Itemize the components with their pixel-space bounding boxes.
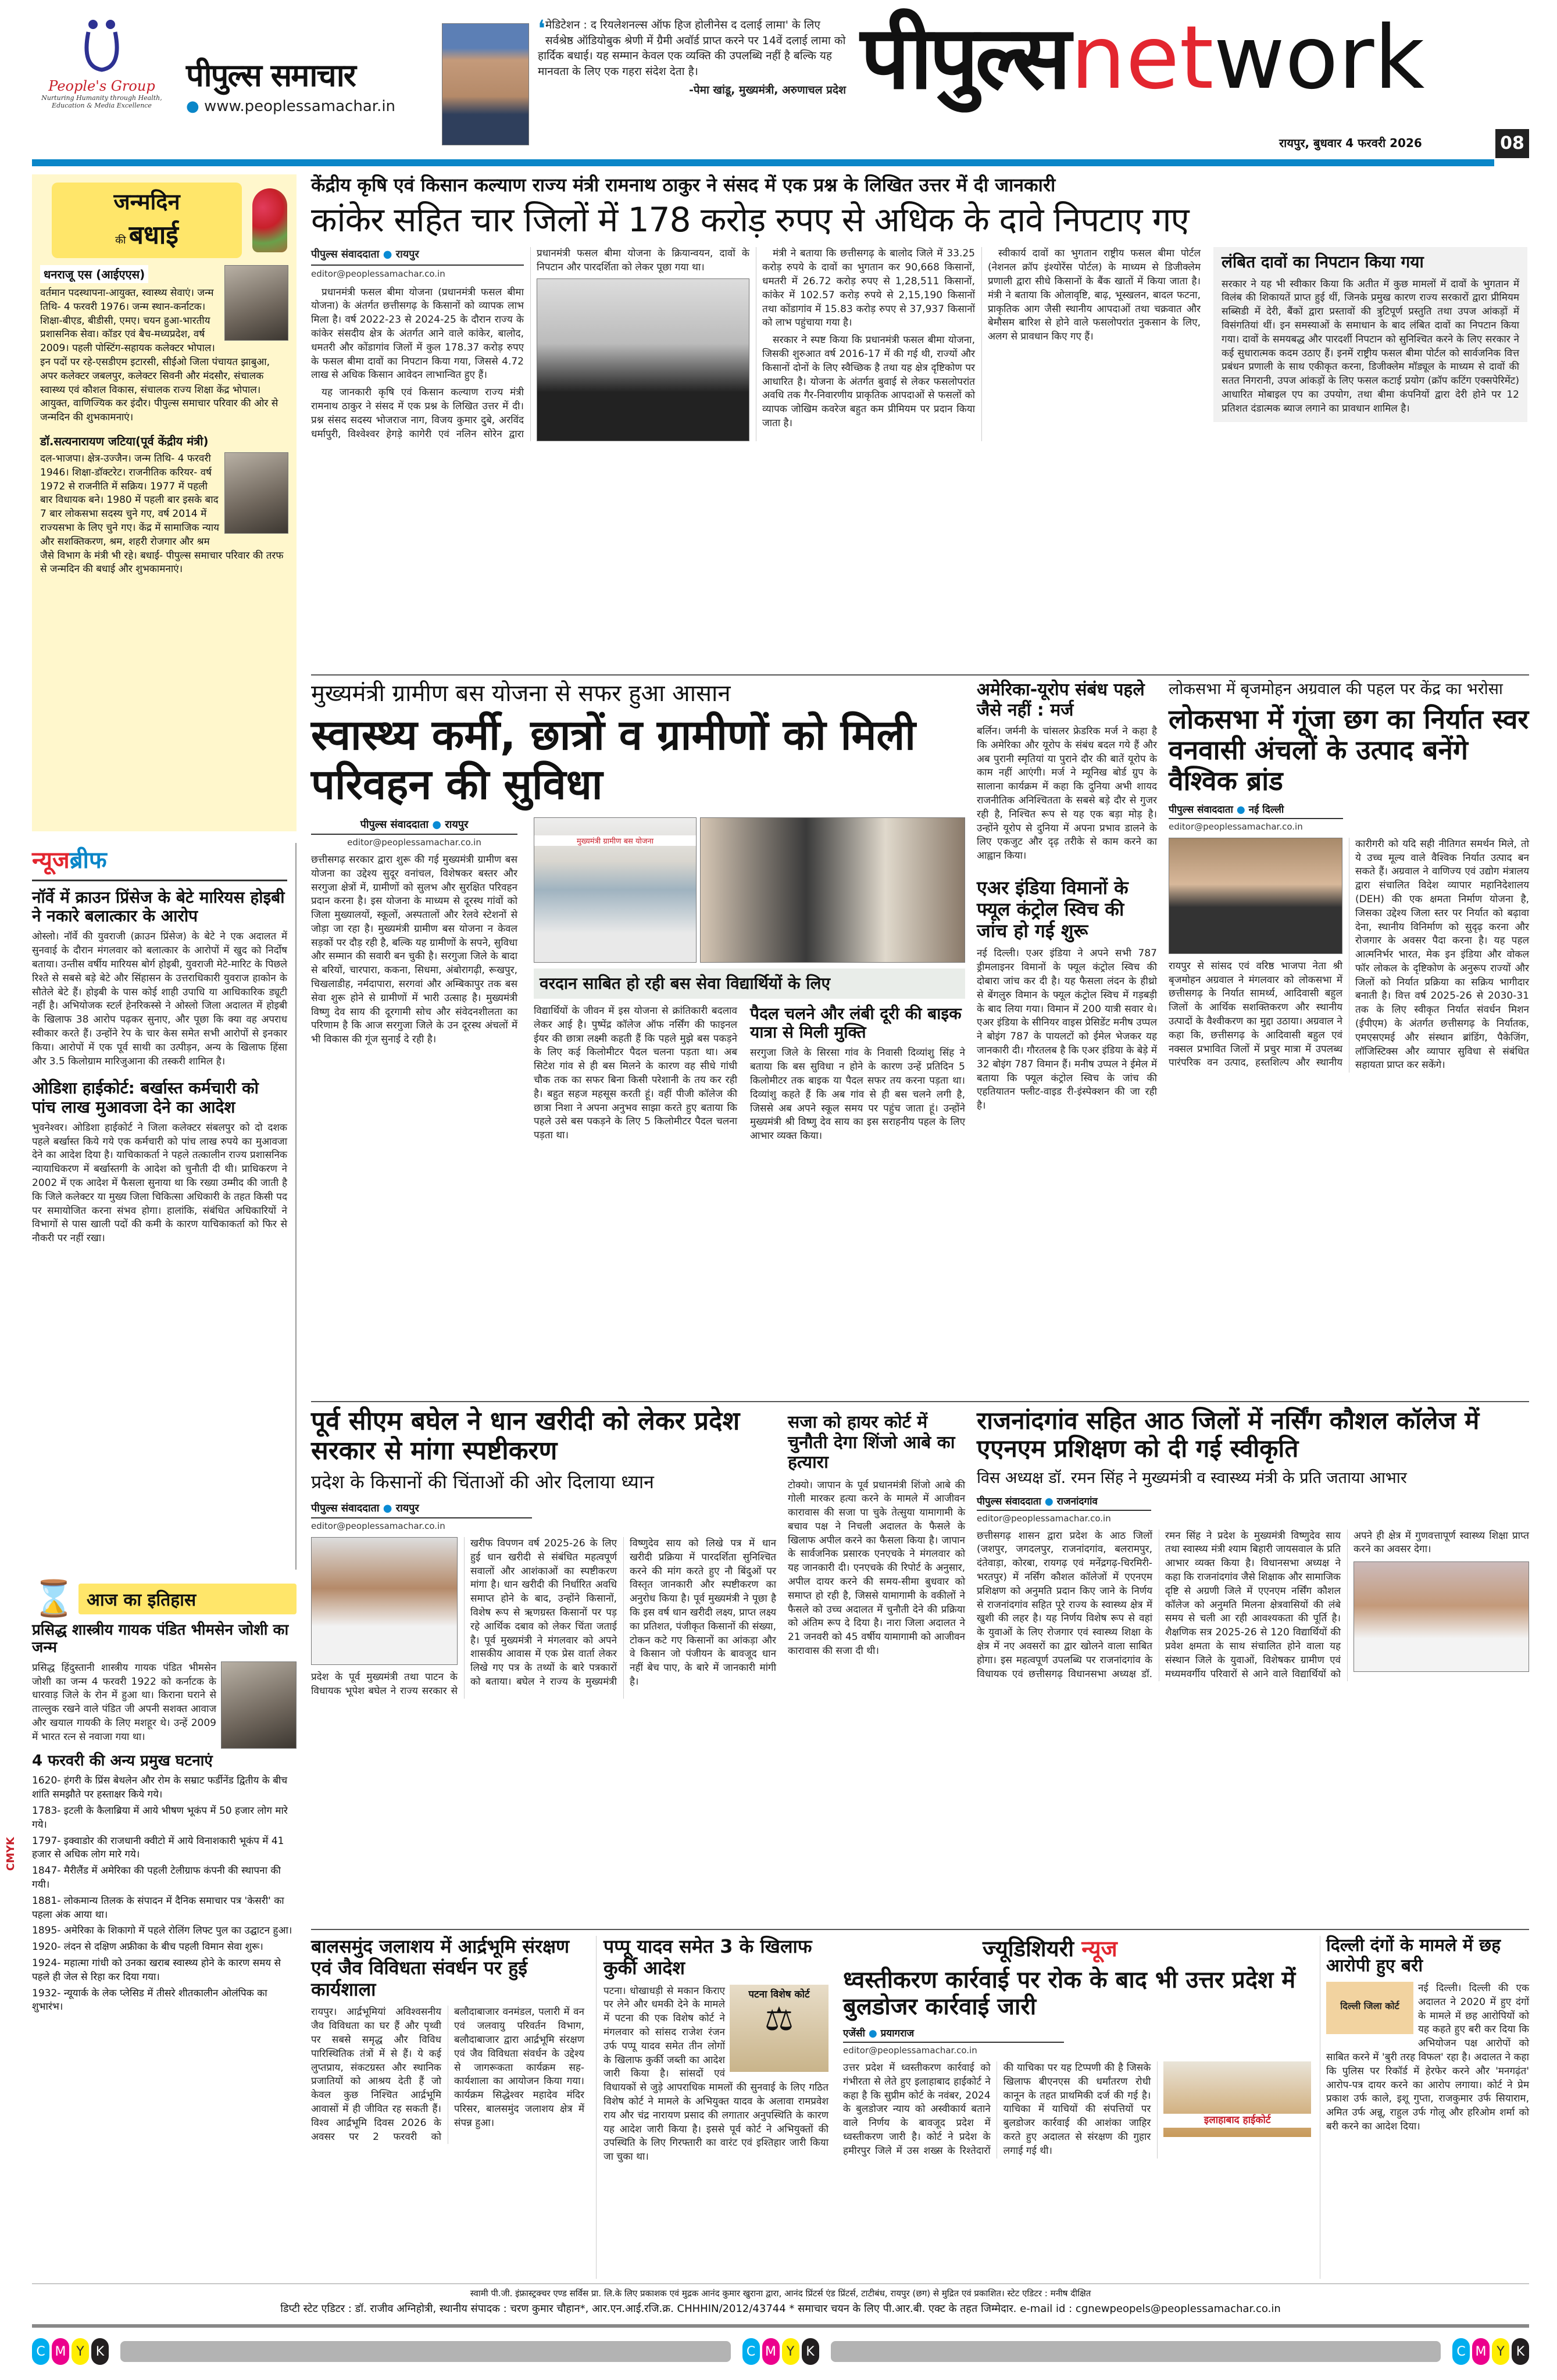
person-details: वर्तमान पदस्थापना-आयुक्त, स्वास्थ्य सेवाएं। जन्म तिथि- 4 फरवरी 1976। जन्म स्थान-कर्नाटक। शिक्षा-बीएड, बीडीसी, एमए। चयन हुआ-भारतीय प्रशासनिक सेवा। कॉडर एवं बैच-मध्यप्रदेश, वर्ष 2009। पहली पोस्टिंग-सहायक कलेक्टर भोपाल। इन पदों पर रहे-एसडीएम इटारसी, सीईओ जिला पंचायत झाबुआ, अपर कलेक्टर जबलपुर, कलेक्टर सिवनी और मंदसौर, संचालक स्वास्थ्य एवं कौशल विकास, संचालक राज्य शिक्षा केंद्र भोपाल। आयुक्त, वाणिज्यिक कर इंदौर। पीपुल्स समाचार परिवार की ओर से जन्मदिन की शुभकामनाएं। [40,287,278,424]
history-events-list [32,1774,297,2014]
brijmohan-photo [1169,838,1342,954]
byline-email[interactable]: editor@peoplessamachar.co.in [311,1520,445,1531]
baghel-byline-block [311,1501,532,1531]
birthday-person [40,433,288,577]
paper-name: पीपुल्स समाचार [186,57,355,94]
byline-email[interactable]: editor@peoplessamachar.co.in [311,268,445,279]
history-events-title: 4 फरवरी की अन्य प्रमुख घटनाएं [32,1752,213,1770]
group-name: People's Group [48,78,155,94]
history-event: 1881- लोकमान्य तिलक के संपादन में दैनिक समाचार पत्र 'केसरी' का पहला अंक आया था। [32,1895,284,1921]
nursing-byline-block [977,1494,1151,1524]
byline-author: पीपुल्स संवाददाता [360,818,429,831]
history-title: आज का इतिहास [78,1584,297,1614]
person-photo [224,265,288,341]
history-header [32,1578,297,1619]
cmyk-swatch-y: Y [72,2338,89,2365]
loksabha-article [1169,680,1529,1398]
bus-headline: स्वास्थ्य कर्मी, छात्रों व ग्रामीणों को मिली परिवहन की सुविधा [311,710,916,809]
judiciary-body [843,2061,1311,2159]
history-event: 1924- महात्मा गांधी को उनका खराब स्वास्थ्य होने के कारण समय से पहले ही जेल से रिहा कर दिया गया। [32,1957,281,1983]
balsamund-body: रायपुर। आर्द्रभूमियां अविश्वसनीय जैव विविधता का घर हैं और पृथ्वी पर सबसे समृद्ध और विविध पारिस्थितिक तंत्रों में से हैं। ये कई लुप्तप्राय, संकटग्रस्त और स्थानिक प्रजातियों को आश्रय देती हैं जो केवल कुछ निश्चित आर्द्रभूमि आवासों में ही जीवित रह सकती हैं। विश्व आर्द्रभूमि दिवस 2026 के अवसर पर 2 फरवरी को बलौदाबाजार वनमंडल, पलारी में वन एवं जलवायु परिवर्तन विभाग, बलौदाबाजार द्वारा आर्द्रभूमि संरक्षण एवं जैव विविधता संवर्धन के उद्देश्य से जागरूकता कार्यक्रम सह-कार्यशाला का आयोजन किया गया। कार्यक्रम सिद्धेश्वर महादेव मंदिर परिसर, बालसमुंद जलाशय क्षेत्र में संपन्न हुआ। [311,2006,584,2143]
peoples-group-logo [35,17,169,145]
bus-sub-body: विद्यार्थियों के जीवन में इस योजना से क्रांतिकारी बदलाव लेकर आई है। पुष्पेंद्र कॉलेज ऑफ नर्सिंग की फाइनल ईयर की छात्रा लक्ष्मी कहती हैं कि पहले मुझे बस पकड़ने के लिए कई किलोमीटर पैदल चलना पड़ता था। अब सिटेश गांव से ही बस मिलने के कारण वह सीधे गांधी चौक तक का सफर बिना किसी परेशानी के तय कर रही है। बहुत सहज महसूस करती हूं। वहीं पीजी कॉलेज की छात्रा निशा ने अपना अनुभव साझा करते हुए बताया कि पहले उसे बस पकड़ने के लिए 5 किलोमीटर पैदल चलना पड़ता था। [534,1005,737,1142]
pappu-photo-box [730,1985,829,2072]
america-article [977,680,1157,863]
dot-icon: ● [383,1502,392,1514]
lead-article [311,174,1529,671]
divider [311,1401,1529,1402]
person-details: दल-भाजपा। क्षेत्र-उज्जैन। जन्म तिथि- 4 फरवरी 1946। शिक्षा-डॉक्टरेट। राजनीतिक करियर- वर्ष 1972 से राजनीति में सक्रिय। 1977 में पहली बार विधायक बने। 1980 में पहली बार इसके बाद 7 बार लोकसभा सदस्य चुने गए, वर्ष 2014 में राज्यसभा के लिए चुने गए। केंद्र में सामाजिक न्याय और सशक्तिकरण, श्रम, शहरी रोजगार और श्रम जैसे विभाग के मंत्री भी रहे। बधाई- पीपुल्स समाचार परिवार की तरफ से जन्मदिन की बधाई और शुभकामनाएं। [40,452,284,576]
byline [311,817,517,835]
byline [311,247,524,265]
website-url[interactable]: www.peoplessamachar.in [203,98,396,115]
cmyk-swatch-m: M [1472,2338,1490,2365]
students-photo [700,817,965,963]
nursing-article [977,1407,1529,1924]
birthday-person [40,265,288,425]
paragraph: मंत्री ने बताया कि छत्तीसगढ़ के बालोद जिले में 33.25 करोड़ रुपये के दावों का भुगतान कर 90,668 किसानों, धमतरी में 26.72 करोड़ रुपए से 1,28,511 किसानों, कांकेर में 102.57 करोड़ रुपये से 2,15,190 किसानों तथा कोंडागांव में 15.83 करोड़ रुपए से 37,937 किसानों को लाभ पहुंचाया गया है। [762,248,975,329]
judiciary-label-a: ज्यूडिशियरी [983,1936,1074,1961]
byline [1169,802,1343,819]
side-cmyk-mark: CMYK [5,1837,17,1871]
masthead [0,0,1557,169]
bus-lower [534,1005,965,1143]
imprint-line-2-text: डिप्टी स्टेट एडिटर : डॉ. राजीव अग्निहोत्री, स्थानीय संपादक : चरण कुमार चौहान*, आर.एन.आई.रजि.क्र. CHHHIN/2012/43744 * समाचार चयन के लिए पी.आर.बी. एक्ट के तहत जिम्मेदार. [280,2303,1017,2315]
cmyk-swatch-group [742,2338,819,2365]
cmyk-swatch-c: C [742,2338,760,2365]
judiciary-article [837,1933,1311,2279]
gray-bar [120,2341,731,2362]
byline-place: राजनांदगांव [1056,1495,1098,1507]
baghel-headline: पूर्व सीएम बघेल ने धान खरीदी को लेकर प्रदेश सरकार से मांगा स्पष्टीकरण [311,1406,740,1466]
imprint-footer [32,2283,1529,2315]
history-event: 1847- मैरीलैंड में अमेरिका की पहली टेलीग्राफ कंपनी की स्थापना की गयी। [32,1865,281,1891]
byline [311,1501,532,1518]
website-link[interactable] [186,98,436,115]
gavel-icon: ⚖ [764,2000,794,2038]
byline-author: पीपुल्स संवाददाता [311,1502,380,1514]
brief-body: भुवनेश्वर। ओडिशा हाईकोर्ट ने जिला कलेक्टर संबलपुर को दो दशक पहले बर्खास्त किये गये एक कर्मचारी को पांच लाख रुपये का मुआवजा देने का आदेश दिया है। याचिकाकर्ता ने पहले तत्कालीन राज्य प्रशासनिक न्यायाधिकरण में बर्खास्तगी के आदेश को चुनौती दी थी। प्राधिकरण ने 2002 में एक आदेश में फैसला सुनाया था कि रख्या उम्मीद की जाती है कि जिले कलेक्टर या मुख्य जिला चिकित्सा अधिकारी के तहत किसी पद पर समायोजित करना संभव होगा। हालांकि, संबंधित अधिकारियों ने विभागों से पास खाली पदों की कमी के कारण याचिकाकर्ता को फिर से नौकरी पर नहीं रखा। [32,1121,287,1245]
byline-author: पीपुल्स संवाददाता [1169,803,1233,816]
bus-photo [534,817,697,963]
history-feature-headline: प्रसिद्ध शास्त्रीय गायक पंडित भीमसेन जोशी का जन्म [32,1621,289,1656]
globe-icon: ● [186,98,199,115]
loksabha-body [1169,838,1529,1073]
birthday-banner [52,183,242,258]
bus-photos [534,817,965,963]
cmyk-swatch-k: K [91,2338,109,2365]
history-event: 1920- लंदन से दक्षिण अफ्रीका के बीच पहली विमान सेवा शुरू। [32,1941,263,1953]
pappu-article [596,1936,829,2279]
airindia-headline: एअर इंडिया विमानों के फ्यूल कंट्रोल स्विच की जांच हो गई शुरू [977,876,1129,942]
byline-place: नई दिल्ली [1248,803,1284,816]
shinde-headline: सजा को हायर कोर्ट में चुनौती देगा शिंजो आबे का हत्यारा [788,1412,955,1473]
bus-banner-text: मुख्यमंत्री ग्रामीण बस योजना [534,835,696,846]
history-feature-body: प्रसिद्ध हिंदुस्तानी शास्त्रीय गायक पंडित भीमसेन जोशी का जन्म 4 फरवरी 1922 को कर्नाटक के धारवाड़ जिले के रोन में हुआ था। किराना घराने से ताल्लुक रखने वाले पंडित जी अपनी सशक्त आवाज और खयाल गायकी के लिए मशहूर थे। उन्हें 2009 में भारत रत्न से नवाजा गया था। [32,1661,216,1743]
dot-icon: ● [868,2028,877,2039]
quote-text: मेडिटेशन : द रियलेशनल्स ऑफ हिज होलीनेस द दलाई लामा' के लिए सर्वश्रेष्ठ ऑडियोबुक श्रेणी में ग्रैमी अवॉर्ड प्राप्त करने पर 14वें दलाई लामा को हार्दिक बधाई। यह सम्मान केवल एक व्यक्ति की उपलब्धि नहीं है बल्कि यह मानवता के लिए एक गहरा संदेश देता है। [538,19,846,78]
brief-headline: ओडिशा हाईकोर्ट: बर्खास्त कर्मचारी को पांच लाख मुआवजा देने का आदेश [32,1078,259,1117]
byline-place: प्रयागराज [880,2028,915,2039]
birthday-title-line [52,216,242,251]
dot-icon: ● [1236,803,1245,816]
brief-headline: नॉर्वे में क्राउन प्रिंसेज के बेटे मारियस होइबी ने नकारे बलात्कार के आरोप [32,888,285,926]
pappu-body: पटना। धोखाधड़ी से मकान किराए पर लेने और धमकी देने के मामले में पटना की एक विशेष कोर्ट ने मंगलवार को सांसद राजेश रंजन उर्फ पप्पू यादव समेत तीन लोगों के खिलाफ कुर्की जब्ती का आदेश जारी किया है। सांसदों एवं विधायकों से जुड़े आपराधिक मामलों की सुनवाई के लिए गठित विशेष कोर्ट ने मामले के अभियुक्त यादव के अलावा रामप्रवेश राय और चंद्र नारायण प्रसाद की लगातार अनुपस्थिति के कारण यह आदेश जारी किया है। इससे पूर्व कोर्ट ने अभियुक्तों की उपस्थिति के लिए गिरफ्तारी का वारंट एवं इश्तिहार जारी किया जा चुका था। [603,1985,829,2163]
lead-body [311,247,1201,441]
paragraph: सरकार ने स्पष्ट किया कि प्रधानमंत्री फसल बीमा योजना, जिसकी शुरुआत वर्ष 2016-17 में की गई थी, राज्यों और किसानों दोनों के लिए स्वैच्छिक है तथा यह क्षेत्र दृष्टिकोण पर आधारित है। योजना के अंतर्गत बुवाई से लेकर फसलोपरांत अवधि तक गैर-निवारणीय प्राकृतिक आपदाओं से फसलों को व्यापक जोखिम कवरेज बहुत कम प्रीमियम पर प्रदान किया जाता है। [762,334,975,430]
byline [843,2026,1064,2043]
america-body: बर्लिन। जर्मनी के चांसलर फ्रेडरिक मर्ज ने कहा है कि अमेरिका और यूरोप के संबंध बदल गये हैं और अब पुरानी स्मृतियां या पुराने दौर की बातें यूरोप के काम नहीं आएंगी। मर्ज ने म्यूनिख बोर्ड ग्रुप के सालाना कार्यक्रम में कहा कि दुनिया अभी शायद राजनीतिक अनिश्चितता के सबसे बड़े दौर से गुजर रही है, निश्चित रूप से यह एक बड़ा मोड़ है। उन्होंने यूरोप से दुनिया में अपना प्रभाव डालने के लिए एकजुट और दृढ़ तरीके से काम करने का आह्वान किया। [977,726,1157,862]
judiciary-label [983,1933,1311,1963]
lead-content [311,247,1529,441]
dot-icon: ● [1044,1495,1054,1507]
cmyk-swatch-m: M [52,2338,69,2365]
cmyk-swatch-k: K [1512,2338,1529,2365]
paragraph: यह जानकारी कृषि एवं किसान कल्याण राज्य मंत्री रामनाथ ठाकुर ने संसद में एक प्रश्न के लिखित उत्तर में दी। प्रश्न संसद सदस्य भोजराज नाग, विजय कुमार दुबे, अरविंद धर्मापुरी, विश्वेश्वर हेगड़े कागेरी एवं नलिन सोरेन द्वारा प्रधानमंत्री फसल बीमा योजना के क्रियान्वयन, दावों के निपटान और पारदर्शिता को लेकर पूछा गया था। [311,248,749,440]
bhimsen-joshi-photo [221,1661,297,1749]
baghel-body-text: प्रदेश के पूर्व मुख्यमंत्री तथा पाटन के विधायक भूपेश बघेल ने राज्य सरकार से खरीफ विपणन वर्ष 2025-26 के लिए हुई धान खरीदी से संबंधित महत्वपूर्ण सवालों और आशंकाओं का स्पष्टीकरण मांगा है। धान खरीदी की निर्धारित अवधि समाप्त होने के बाद, उन्होंने किसानों, विशेष रूप से ऋणग्रस्त किसानों पर पड़ रहे आर्थिक दबाव को लेकर चिंता जताई है। पूर्व मुख्यमंत्री ने मंगलवार को अपने शासकीय आवास में एक प्रेस वार्ता लेकर लिखे गए पत्र के तथ्यों के बारे पत्रकारों को बताया। बघेल ने राज्य के मुख्यमंत्री विष्णुदेव साय को लिखे पत्र में धान खरीदी प्रक्रिया में पारदर्शिता सुनिश्चित करने की मांग करते हुए नौ बिंदुओं पर विस्तृत जानकारी और स्पष्टीकरण का अनुरोध किया है। पूर्व मुख्यमंत्री ने पूछा है कि इस वर्ष धान खरीदी लक्ष्य, प्राप्त लक्ष्य का प्रतिशत, पंजीकृत किसानों की संख्या, टोकन कटे गए किसानों का आंकड़ा और वे किसान जो पंजीयन के बावजूद धान नहीं बेच पाए, के बारे में जानकारी मांगी है। [311,1537,776,1697]
masthead-rule [32,159,1494,166]
news-brief-label-a: न्यूज [32,847,70,874]
balsamund-headline: बालसमुंद जलाशय में आर्द्रभूमि संरक्षण एवं जैव विविधता संवर्धन पर हुई कार्यशाला [311,1935,570,2000]
bus-content [311,817,965,1143]
birthday-title-mid: की [115,234,126,246]
cmyk-swatch-group [32,2338,109,2365]
imprint-email[interactable]: e-mail id : cgnewpeopels@peoplessamachar.co.in [1020,2303,1281,2315]
network-title [860,8,1425,109]
lead-kicker: केंद्रीय कृषि एवं किसान कल्याण राज्य मंत्री रामनाथ ठाकुर ने संसद में एक प्रश्न के लिखित उत्तर में दी जानकारी [311,174,1056,196]
hourglass-icon: ⌛ [32,1578,76,1619]
group-tagline: Nurturing Humanity through Health, Education & Media Excellence [41,94,162,109]
cmyk-swatch-y: Y [1492,2338,1509,2365]
shinde-article [788,1413,965,1924]
delhi-article [1320,1936,1529,2279]
judiciary-label-b: न्यूज [1081,1936,1117,1961]
bus-kicker: मुख्यमंत्री ग्रामीण बस योजना से सफर हुआ आसान [311,680,731,707]
walk-section [750,1005,965,1143]
flower-bouquet-icon [252,188,287,252]
birthday-title-bottom: बधाई [128,220,178,250]
loksabha-body-text: रायपुर से सांसद एवं वरिष्ठ भाजपा नेता श्री बृजमोहन अग्रवाल ने मंगलवार को लोकसभा में छत्तीसगढ़ के निर्यात सामर्थ्य, आदिवासी बहुल जिलों के आर्थिक सशक्तिकरण और स्थानीय उत्पादों के वैश्वीकरण का मुद्दा उठाया। अग्रवाल ने कहा कि, छत्तीसगढ़ के आदिवासी बहुल एवं नक्सल प्रभावित जिलों में प्रचुर मात्रा में उपलब्ध पारंपरिक वन उत्पाद, हस्तशिल्प और स्थानीय कारीगरी को यदि सही नीतिगत समर्थन मिले, तो ये उच्च मूल्य वाले वैश्विक निर्यात उत्पाद बन सकते हैं। अग्रवाल ने वाणिज्य एवं उद्योग मंत्रालय द्वारा संचालित विदेश व्यापार महानिदेशालय (DEH) की एक क्षमता निर्माण योजना है, जिसका उद्देश्य जिला स्तर पर निर्यात को बढ़ावा देना, स्थानीय विनिर्माण को सुदृढ़ करना और रोजगार के अवसर पैदा करना है। यह पहल आत्मनिर्भर भारत, मेक इन इंडिया और वोकल फॉर लोकल के दृष्टिकोण के अनुरूप राज्यों और जिलों को निर्यात प्रक्रिया का सक्रिय भागीदार बनाती है। वित्त वर्ष 2025-26 से 2030-31 तक के लिए स्वीकृत निर्यात संवर्धन मिशन (ईपीएम) के अंतर्गत छत्तीसगढ़ के निर्यातक, एमएसएमई और संस्थान ब्रांडिंग, पैकेजिंग, लॉजिस्टिक्स और व्यापार सुविधा से संबंधित सहायता प्राप्त कर सकेंगे। [1169,838,1529,1071]
byline [977,1494,1151,1511]
news-brief-label-b: ब्रीफ [69,847,107,874]
byline-email[interactable]: editor@peoplessamachar.co.in [977,1513,1111,1524]
cmyk-swatch-k: K [802,2338,819,2365]
shinde-body: टोक्यो। जापान के पूर्व प्रधानमंत्री शिंजो आबे की गोली मारकर हत्या करने के मामले में आजीवन कारावास की सजा पा चुके तेत्सुया यामागामी के बचाव पक्ष ने निचली अदालत के फैसले के खिलाफ अपील करने का फैसला किया है। जापान के सार्वजनिक प्रसारक एनएचके ने मंगलवार को यह जानकारी दी। एनएचके की रिपोर्ट के अनुसार, अपील दायर करने की समय-सीमा बुधवार को समाप्त हो रही है, जिससे यामागामी के वकीलों ने फैसले को उच्च अदालत में चुनौती देने की प्रक्रिया को अंतिम रूप दे दिया है। नारा जिला अदालत ने 21 जनवरी को 45 वर्षीय यामागामी को आजीवन कारावास की सजा दी थी। [788,1479,965,1657]
history-event: 1895- अमेरिका के शिकागो में पहले रोलिंग लिफ्ट पुल का उद्घाटन हुआ। [32,1925,292,1937]
byline-author: एजेंसी [843,2028,865,2039]
byline-email[interactable]: editor@peoplessamachar.co.in [843,2045,977,2056]
byline-place: रायपुर [395,248,419,261]
cmyk-swatch-c: C [1452,2338,1470,2365]
cmyk-swatch-group [1452,2338,1529,2365]
person-photo [224,452,288,534]
nursing-body [977,1530,1529,1682]
cmyk-color-bar [32,2337,1529,2366]
allahabad-hc-photo [1163,2061,1311,2137]
quote-mark-icon: ❛ [538,16,545,42]
news-brief [32,843,297,1570]
brief-item [32,1079,287,1246]
cmyk-swatch-y: Y [782,2338,799,2365]
divider [311,674,1529,676]
delhi-headline: दिल्ली दंगों के मामले में छह आरोपी हुए बरी [1326,1935,1501,1976]
balsamund-article [311,1936,584,2279]
gray-bar [831,2341,1441,2362]
judiciary-headline: ध्वस्तीकरण कार्रवाई पर रोक के बाद भी उत्तर प्रदेश में बुलडोजर कार्रवाई जारी [843,1967,1296,2020]
person-name: डॉ.सत्यनारायण जटिया(पूर्व केंद्रीय मंत्री) [40,434,209,448]
history-event: 1620- हंगरी के प्रिंस बेथलेन और रोम के सम्राट फर्डीनेंड द्वितीय के बीच शांति समझौते पर हस्ताक्षर किये गये। [32,1775,288,1801]
bus-article [311,680,965,1398]
byline-email[interactable]: editor@peoplessamachar.co.in [1169,821,1303,832]
walk-headline: पैदल चलने और लंबी दूरी की बाइक यात्रा से मिली मुक्ति [750,1004,962,1042]
byline-author: पीपुल्स संवाददाता [977,1495,1041,1507]
raman-singh-photo [1354,1561,1529,1672]
delhi-body: नई दिल्ली। दिल्ली की एक अदालत ने 2020 में हुए दंगों के मामले में छह आरोपियों को यह कहते हुए बरी कर दिया कि अभियोजन पक्ष आरोपों को साबित करने में 'बुरी तरह विफल' रहा है। अदालत ने कहा कि पुलिस पर रिकॉर्ड में हेरफेर करने और 'मनगढ़ंत' आरोप-पत्र दायर करने का आरोप लगाया। कोर्ट ने प्रेम प्रकाश उर्फ काले, इशू गुप्ता, राजकुमार उर्फ सियाराम, अमित उर्फ अन्नू, राहुल उर्फ गोलू और हरिओम शर्मा को बरी करने का आदेश दिया। [1326,1982,1529,2132]
walk-body: सरगुजा जिले के सिरसा गांव के निवासी दिव्यांशु सिंह ने बताया कि बस सुविधा न होने के कारण उन्हें प्रतिदिन 5 किलोमीटर तक बाइक या पैदल सफर तय करना पड़ता था। दिव्यांशु कहते हैं कि अब गांव से ही बस चलने लगी है, जिससे अब अपने स्कूल समय पर पहुंच जाता हूं। उन्होंने मुख्यमंत्री श्री विष्णु देव साय का इस सराहनीय पहल के लिए आभार व्यक्त किया। [750,1047,965,1142]
quote-box [538,17,846,98]
quote-author: -पेमा खांडू, मुख्यमंत्री, अरुणाचल प्रदेश [688,84,846,97]
dot-icon: ● [432,818,442,831]
loksabha-headline: लोकसभा में गूंजा छग का निर्यात स्वर वनवासी अंचलों के उत्पाद बनेंगे वैश्विक ब्रांड [1169,703,1529,796]
bus-left-col [311,817,517,1047]
bus-subhead-box [534,969,965,999]
dateline: रायपुर, बुधवार 4 फरवरी 2026 [1279,136,1422,150]
bus-right-col [534,817,965,1143]
person-name: धनराजू एस (आईएएस) [40,265,148,283]
title-net: net [1070,8,1214,109]
minister-photo [537,278,749,441]
pappu-headline: पप्पू यादव समेत 3 के खिलाफ कुर्की आदेश [603,1935,812,1979]
sidebar-title: लंबित दावों का निपटान किया गया [1222,252,1424,272]
baghel-article [311,1407,776,1924]
birthday-section [32,174,297,831]
brief-body: ओस्लो। नॉर्वे की युवराजी (क्राउन प्रिंसेज) के बेटे ने एक अदालत में सुनवाई के दौरान मंगलवार को बलात्कार के आरोपों में खुद को निर्दोष बताया। उन्तीस वर्षीय मारियस बोर्ग होइबी, युवराजी मेटे-मारिट के पिछले रिश्ते से सबसे बड़े बेटे और सिंहासन के उत्तराधिकारी युवराज हाकोन के सौतेले बेटे हैं। होइबी के पास कोई शाही उपाधि या आधिकारिक ड्यूटी नहीं है। अभियोजक स्टर्ल हेनरिकस्से ने ओस्लो जिला अदालत में होइबी के खिलाफ 38 आरोप पढ़कर सुनाए, और पूछा कि क्या वह अपराध स्वीकार करते हैं। उन्होंने रेप के चार केस समेत सभी आरोपों से इनकार किया। आरोपों में एक पूर्व साथी का उत्पीड़न, अन्य के खिलाफ हिंसा और 3.5 किलोग्राम मारिजुआना की तस्करी शामिल है। [32,931,287,1067]
news-brief-label [32,843,287,881]
brief-item [32,888,287,1069]
nursing-headline: राजनांदगांव सहित आठ जिलों में नर्सिंग कौशल कॉलेज में एएनएम प्रशिक्षण को दी गई स्वीकृति [977,1406,1480,1463]
history-section [32,1578,297,2273]
byline-place: रायपुर [395,1502,419,1514]
america-headline: अमेरिका-यूरोप संबंध पहले जैसे नहीं : मर्ज [977,680,1145,720]
divider [311,1929,1529,1930]
paper-logo [186,52,436,115]
sidebar-body: सरकार ने यह भी स्वीकार किया कि अतीत में कुछ मामलों में दावों के भुगतान में विलंब की शिकायतें प्राप्त हुई थीं, जिनके प्रमुख कारण राज्य सरकारों द्वारा प्रीमियम सब्सिडी में देरी, बैंकों द्वारा प्रस्तावों की त्रुटिपूर्ण प्रस्तुति तथा उपज आंकड़ों में विसंगतियां थीं। इन समस्याओं के समाधान के बाद लंबित दावों का निपटान किया गया। दावों के समयबद्ध और पारदर्शी निपटान को सुनिश्चित करने के लिए सरकार ने कई सुधारात्मक कदम उठाए हैं। इनमें राष्ट्रीय फसल बीमा पोर्टल को सार्वजनिक वित्त प्रबंधन प्रणाली के साथ एकीकृत करना, डिजीक्लेम मॉड्यूल के माध्यम से दावों की सतत निगरानी, उपज आंकड़ों के लिए फसल कटाई प्रयोग (क्रॉप कटिंग एक्सपेरिमेंट) आधारित मोबाइल एप का उपयोग, तथा बीमा कंपनियों द्वारा देरी होने पर 12 प्रतिशत दंडात्मक ब्याज लगाने का प्रावधान शामिल है। [1222,278,1519,414]
lead-sidebar-box [1213,247,1527,421]
byline-author: पीपुल्स संवाददाता [311,248,380,261]
pappu-photo-label: पटना विशेष कोर्ट [748,1988,810,2000]
bus-subhead: वरदान साबित हो रही बस सेवा विद्यार्थियों के लिए [540,973,830,993]
baghel-subhead: प्रदेश के किसानों की चिंताओं की ओर दिलाया ध्यान [311,1471,654,1493]
judiciary-byline-block [843,2026,1064,2056]
byline-place: रायपुर [445,818,469,831]
loksabha-kicker: लोकसभा में बृजमोहन अग्रवाल की पहल पर केंद्र का भरोसा [1169,680,1503,698]
birthday-title-top: जन्मदिन [113,189,180,215]
title-hindi: पीपुल्स [860,8,1068,109]
allahabad-hc-label: इलाहाबाद हाईकोर्ट [1163,2114,1311,2128]
dot-icon: ● [383,248,392,261]
history-event: 1783- इटली के कैलाब्रिया में आये भीषण भूकंप में 50 हजार लोग मारे गये। [32,1805,288,1831]
judiciary-body-text: उत्तर प्रदेश में ध्वस्तीकरण कार्रवाई को गंभीरता से लेते हुए इलाहाबाद हाईकोर्ट ने कहा है कि सुप्रीम कोर्ट के नवंबर, 2024 के बुलडोजर न्याय को अस्वीकार्य बताने वाले निर्णय के बावजूद प्रदेश में ध्वस्तीकरण जारी है। कोर्ट ने प्रदेश के हमीरपुर जिले में उस शख्स के रिश्तेदारों की याचिका पर यह टिप्पणी की है जिसके खिलाफ बीएनएस की धर्मांतरण रोधी कानून के तहत प्राथमिकी दर्ज की गई है। याचिका में याचियों की संपत्तियों पर बुलडोजर कार्रवाई की आशंका जाहिर करते हुए अदालत से संरक्षण की गुहार लगाई गई थी। [843,2062,1151,2157]
title-work: work [1213,8,1425,109]
nursing-subhead: विस अध्यक्ष डॉ. रमन सिंह ने मुख्यमंत्री व स्वास्थ्य मंत्री के प्रति जताया आभार [977,1468,1407,1487]
lead-byline-block [311,247,524,280]
airindia-body: नई दिल्ली। एअर इंडिया ने अपने सभी 787 ड्रीमलाइनर विमानों के फ्यूल कंट्रोल स्विच की दोबारा जांच कर दी है। यह फैसला लंदन के हीथ्रो से बेंगलुरु विमान के फ्यूल कंट्रोल स्विच में गड़बड़ी के बाद लिया गया। विमान में 200 यात्री सवार थे। एअर इंडिया के सीनियर वाइस प्रेसिडेंट मनीष उप्पल ने बोइंग 787 के पायलटों को ईमेल भेजकर यह जानकारी दी। गौरतलब है कि एअर इंडिया के बेड़े में 32 बोइंग 787 विमान हैं। मनीष उप्पल ने ईमेल में बताया कि फ्यूल कंट्रोल स्विच के जांच की एहतियातन फ्लीट-वाइड री-इंस्पेक्शन की जा रही है। [977,948,1157,1112]
history-event: 1932- न्यूयार्क के लेक प्लेसिड में तीसरे शीतकालीन ओलंपिक का शुभारंभ। [32,1987,267,2013]
lead-headline: कांकेर सहित चार जिलों में 178 करोड़ रुपए से अधिक के दावे निपटाए गए [311,199,1189,240]
airindia-article [977,877,1157,1113]
byline-email[interactable]: editor@peoplessamachar.co.in [347,837,481,848]
chief-minister-photo [442,23,529,145]
nursing-body-text: छत्तीसगढ़ शासन द्वारा प्रदेश के आठ जिलों (जशपुर, जगदलपुर, राजनांदगांव, बलरामपुर, दंतेवाड़ा, कोरबा, रायगढ़ एवं मनेंद्रगढ़-चिरमिरी-भरतपुर) में नर्सिंग कौशल कॉलेजों में एएनएम प्रशिक्षण को अनुमति प्रदान किए जाने के निर्णय से राजनांदगांव सहित पूरे राज्य के स्वास्थ्य क्षेत्र में खुशी की लहर है। यह निर्णय विशेष रूप से वहां के युवाओं के लिए रोजगार एवं स्वास्थ्य शिक्षा के क्षेत्र में नए अवसरों का द्वार खोलने वाला साबित होगा। इस महत्वपूर्ण उपलब्धि पर राजनांदगांव के विधायक एवं छत्तीसगढ़ विधानसभा अध्यक्ष डॉ. रमन सिंह ने प्रदेश के मुख्यमंत्री विष्णुदेव साय तथा स्वास्थ्य मंत्री श्याम बिहारी जायसवाल के प्रति आभार व्यक्त किया है। विधानसभा अध्यक्ष ने कहा कि राजनांदगांव जैसे शिक्षाक और सामाजिक दृष्टि से अग्रणी जिले में एएनएम नर्सिंग कौशल कॉलेज को अनुमति मिलना क्षेत्रवासियों की लंबे समय से चली आ रही आवश्यकता की पूर्ति है। शैक्षणिक सत्र 2025-26 से 120 विद्यार्थियों की प्रवेश क्षमता के साथ संचालित होने वाला यह संस्थान जिले के युवाओं, विशेषकर ग्रामीण एवं मध्यमवर्गीय परिवारों से आने वाले विद्यार्थियों को अपने ही क्षेत्र में गुणवत्तापूर्ण स्वास्थ्य शिक्षा प्राप्त करने का अवसर देगा। [977,1530,1529,1680]
middle-column [977,680,1157,1398]
paragraph: प्रधानमंत्री फसल बीमा योजना (प्रधानमंत्री फसल बीमा योजना) के अंतर्गत छत्तीसगढ़ के किसानों को व्यापक लाभ मिला है। वर्ष 2022-23 से 2024-25 के दौरान राज्य के कांकेर संसदीय क्षेत्र के अंतर्गत आने वाले कांकेर, बालोद, धमतरी और कोंडागांव जिलों में कुल 178.37 करोड़ रुपए के फसल बीमा दावों का निपटान किया गया, जिससे 4.72 लाख से अधिक किसान आवेदन लाभान्वित हुए हैं। [311,286,524,381]
cmyk-swatch-m: M [762,2338,780,2365]
group-logo-icon [81,17,122,76]
page-number: 08 [1495,129,1529,158]
baghel-body [311,1537,776,1699]
imprint-line-2 [32,2302,1529,2315]
cmyk-swatch-c: C [32,2338,49,2365]
loksabha-byline-block [1169,802,1343,832]
imprint-line-1: स्वामी पी.जी. इंफ्रास्ट्रक्चर एण्ड सर्विस प्रा. लि.के लिए प्रकाशक एवं मुद्रक आनंद कुमार खुराना द्वारा, आनंद प्रिंटर्स एंड प्रिंटर्स, टाटीबंध, रायपुर (छग) से मुद्रित एवं प्रकाशित। स्टेट एडिटर : मनीष दीक्षित [470,2288,1091,2299]
registration-marks [32,2324,1529,2328]
baghel-photo [311,1537,458,1665]
bus-body: छत्तीसगढ़ सरकार द्वारा शुरू की गई मुख्यमंत्री ग्रामीण बस योजना का उद्देश्य सुदूर वनांचल, विशेषकर बस्तर और सरगुजा क्षेत्रों में, ग्रामीणों को सुलभ और सुरक्षित परिवहन प्रदान करना है। इस योजना के माध्यम से दूरस्थ गांवों को जिला मुख्यालयों, स्कूलों, अस्पतालों और रेलवे स्टेशनों से जोड़ा जा रहा है। मुख्यमंत्री ग्रामीण बस योजना न केवल सड़कों पर दौड़ रही है, बल्कि यह ग्रामीणों के सपने, सुविधा और सम्मान की सवारी बन चुकी है। सरगुजा जिले के बादा से बरियों, चारपारा, ककना, सिधमा, अंबोरागढ़ी, रूखपुर, चिखलाडीह, नर्मदापारा, सरगवां और अम्बिकापुर तक बस सेवा शुरू होने से ग्रामीणों में भारी उत्साह है। मुख्यमंत्री विष्णु देव साय की दूरगामी सोच और संवेदनशीलता का परिणाम है कि आज सरगुजा जिले के उन दूरस्थ अंचलों में भी विकास की गूंज सुनाई दे रही है। [311,853,517,1046]
delhi-court-photo [1326,1982,1413,2034]
paragraph: स्वीकार्य दावों का भुगतान राष्ट्रीय फसल बीमा पोर्टल (नेशनल क्रॉप इंश्योरेंस पोर्टल) के माध्यम से डिजीक्लेम प्रणाली द्वारा सीधे किसानों के बैंक खातों में किया जाता है। मंत्री ने बताया कि ओलावृष्टि, बाढ़, भूस्खलन, बादल फटना, प्राकृतिक आग जैसी स्थानीय आपदाओं तथा चक्रवात और बेमौसम बारिश से होने वाले फसलोपरांत नुकसान के लिए, अलग से प्रावधान किए गए हैं। [988,248,1201,343]
delhi-court-label: दिल्ली जिला कोर्ट [1340,2000,1399,2011]
history-event: 1797- इक्वाडोर की राजधानी क्वीटो में आये विनाशकारी भूकंप में 41 हजार से अधिक लोग मारे गये। [32,1835,284,1861]
